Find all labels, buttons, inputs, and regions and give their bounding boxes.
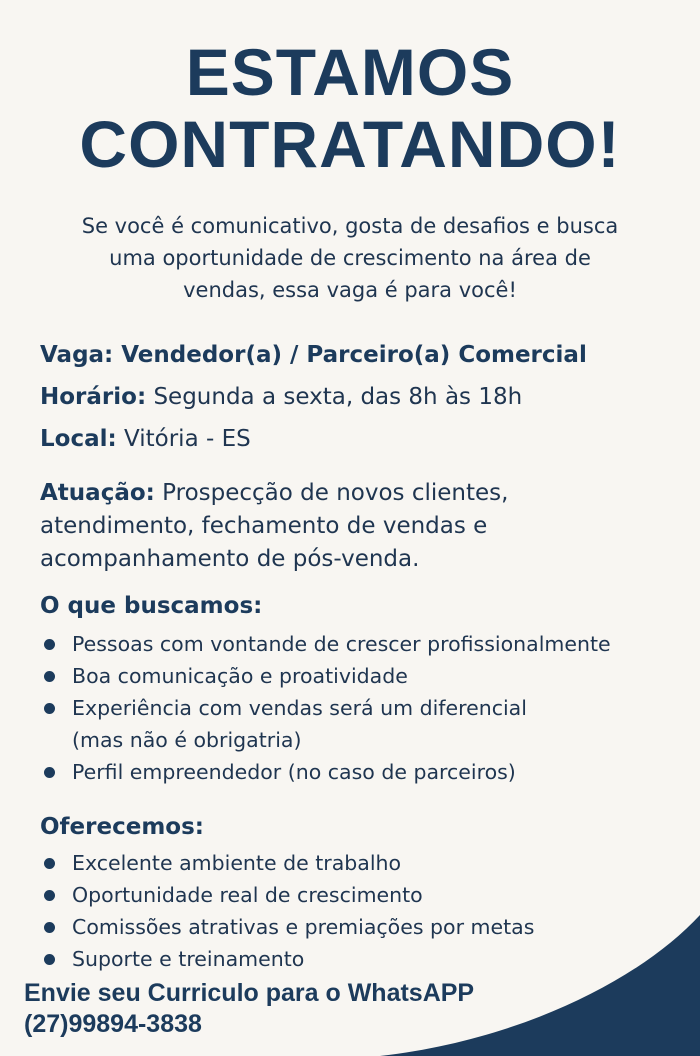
list-item: Perfil empreendedor (no caso de parceiros) [40, 756, 611, 788]
bullet-icon [44, 922, 55, 933]
list-item: Suporte e treinamento [40, 943, 534, 975]
buscamos-list [40, 628, 611, 788]
bullet-icon [44, 767, 55, 778]
list-item-continuation: (mas não é obrigatria) [72, 728, 302, 752]
list-item: Experiência com vendas será um diferencial (mas não é obrigatria) [40, 692, 611, 756]
local-value: Vitória - ES [116, 426, 251, 452]
horario-label: Horário: [40, 384, 147, 410]
page-title [0, 36, 700, 180]
phone-number[interactable]: (27)99894-3838 [24, 1010, 202, 1038]
atuacao-label: Atuação: [40, 480, 155, 506]
atuacao-line-1: Prospecção de novos clientes, [154, 480, 509, 506]
intro-paragraph [20, 210, 680, 306]
list-item: Pessoas com vontande de crescer profissionalmente [40, 628, 611, 660]
bullet-icon [44, 954, 55, 965]
bullet-icon [44, 858, 55, 869]
local-label: Local: [40, 426, 117, 452]
title-line-2: CONTRATANDO! [79, 107, 621, 181]
atuacao-line-3: acompanhamento de pós-venda. [40, 546, 420, 572]
contact-text: Envie seu Curriculo para o WhatsAPP [24, 979, 475, 1007]
horario-value: Segunda a sexta, das 8h às 18h [146, 384, 523, 410]
oferecemos-list [40, 847, 534, 975]
atuacao-line-2: atendimento, fechamento de vendas e [40, 513, 488, 539]
list-item: Excelente ambiente de trabalho [40, 847, 534, 879]
oferecemos-heading: Oferecemos: [40, 814, 204, 840]
intro-line-3: vendas, essa vaga é para você! [183, 278, 517, 302]
list-item: Comissões atrativas e premiações por metas [40, 911, 534, 943]
horario-line [40, 382, 522, 412]
contact-block [24, 978, 474, 1040]
title-line-1: ESTAMOS [185, 35, 515, 109]
vaga-text: Vaga: Vendedor(a) / Parceiro(a) Comercial [40, 342, 587, 368]
bullet-icon [44, 671, 55, 682]
local-line [40, 424, 251, 454]
bullet-icon [44, 639, 55, 650]
bullet-icon [44, 703, 55, 714]
intro-line-2: uma oportunidade de crescimento na área de [109, 246, 591, 270]
atuacao-block [40, 477, 508, 576]
list-item: Oportunidade real de crescimento [40, 879, 534, 911]
vaga-line [40, 340, 587, 370]
bullet-icon [44, 890, 55, 901]
buscamos-heading: O que buscamos: [40, 593, 263, 619]
intro-line-1: Se você é comunicativo, gosta de desafios e busca [81, 214, 619, 238]
list-item: Boa comunicação e proatividade [40, 660, 611, 692]
